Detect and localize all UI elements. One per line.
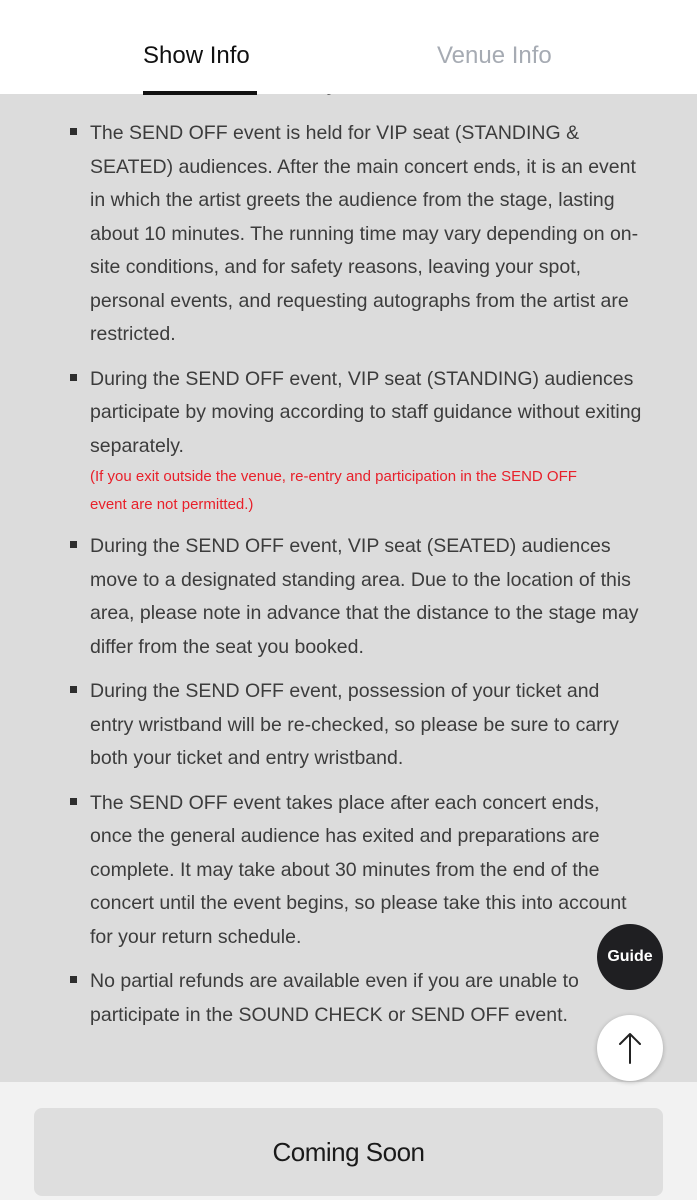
notice-warning: (If you exit outside the venue, re-entry and participation in the SEND OFF event are not permitted.) xyxy=(90,468,577,513)
bullet-square-icon xyxy=(70,541,77,548)
tab-venue-info[interactable]: Venue Info xyxy=(437,42,552,69)
notice-text: During the SEND OFF event, possession of your ticket and entry wristband will be re-checked, so please be sure to carry both your ticket and entry wristband. xyxy=(90,680,619,769)
notice-item xyxy=(0,363,697,520)
bullet-square-icon xyxy=(70,976,77,983)
notice-item xyxy=(0,787,697,955)
bullet-square-icon xyxy=(70,128,77,135)
bullet-square-icon xyxy=(70,374,77,381)
coming-soon-button[interactable] xyxy=(34,1108,663,1196)
guide-button[interactable] xyxy=(597,924,663,990)
notice-text: During the SEND OFF event, VIP seat (STANDING) audiences participate by moving according to staff guidance without exiting separately. xyxy=(90,367,642,457)
bottom-action-bar xyxy=(0,1082,697,1200)
tab-show-info[interactable]: Show Info xyxy=(143,42,250,69)
arrow-up-icon xyxy=(617,1031,643,1065)
active-tab-indicator xyxy=(143,91,257,95)
tab-bar xyxy=(0,0,697,94)
notice-item xyxy=(0,675,697,776)
guide-button-label: Guide xyxy=(607,948,653,965)
notice-item xyxy=(0,965,697,1032)
notice-list xyxy=(0,117,697,1043)
bullet-square-icon xyxy=(70,686,77,693)
notice-text: The SEND OFF event takes place after each concert ends, once the general audience has exited and preparations are complete. It may take about 30 minutes from the end of the concert until the event begins, so please take this into account for your return schedule. xyxy=(90,791,627,948)
notice-text: During the SEND OFF event, VIP seat (SEATED) audiences move to a designated standing area. Due to the location of this area, please note in advance that the distance to the stage may differ from the seat you booked. xyxy=(90,535,639,658)
notice-text: The SEND OFF event is held for VIP seat (STANDING & SEATED) audiences. After the main concert ends, it is an event in which the artist greets the audience from the stage, lasting about 10 minutes. The running time may vary depending on on-site conditions, and for safety reasons, leaving your spot, personal events, and requesting autographs from the artist are restricted. xyxy=(90,122,639,345)
notice-text: No partial refunds are available even if you are unable to participate in the SOUND CHECK or SEND OFF event. xyxy=(90,970,579,1026)
scroll-to-top-button[interactable] xyxy=(597,1015,663,1081)
coming-soon-label: Coming Soon xyxy=(272,1136,425,1167)
notice-item xyxy=(0,117,697,352)
notice-item xyxy=(0,530,697,664)
bullet-square-icon xyxy=(70,798,77,805)
